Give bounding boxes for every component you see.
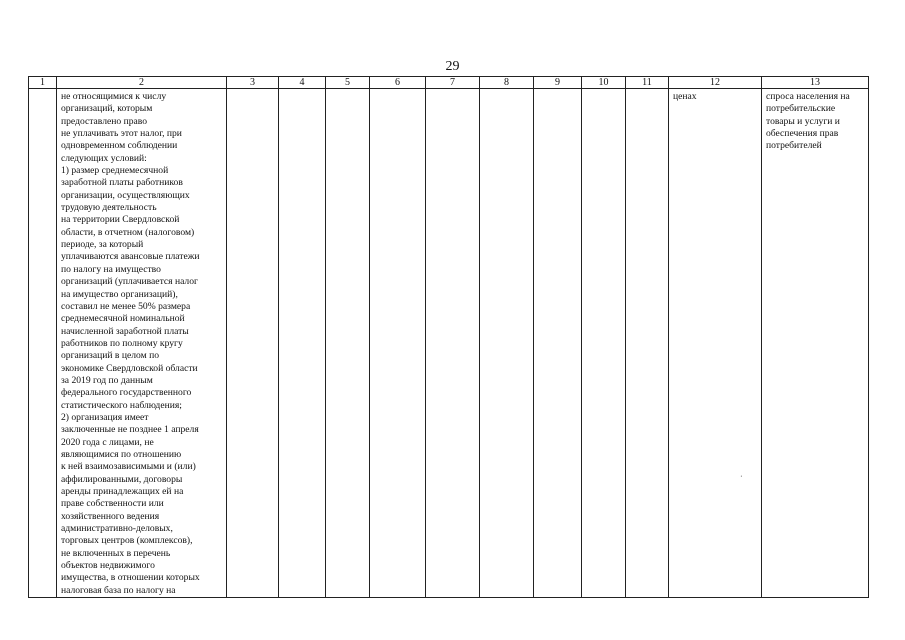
table-row — [29, 89, 869, 598]
scan-mark: ⋅ — [740, 472, 743, 481]
cell-col-2 — [57, 89, 227, 598]
text-line: на территории Свердловской — [61, 214, 180, 226]
text-line: на имущество организаций), — [61, 288, 178, 300]
col-header-3: 3 — [227, 77, 279, 89]
text-line: не включенных в перечень — [61, 547, 171, 559]
text-line: за 2019 год по данным — [61, 374, 153, 386]
col-header-6: 6 — [370, 77, 426, 89]
text-line: товары и услуги и — [766, 115, 840, 127]
cell-col-12 — [669, 89, 762, 598]
document-table — [28, 76, 869, 598]
text-line: организаций, которым — [61, 103, 153, 115]
text-line: не относящимися к числу — [61, 91, 167, 102]
text-line: организаций в целом по — [61, 350, 160, 362]
text-line: обеспечения прав — [766, 128, 839, 140]
col-header-8: 8 — [480, 77, 534, 89]
text-line: уплачиваются авансовые платежи — [61, 251, 200, 263]
col-header-1: 1 — [29, 77, 57, 89]
text-line: административно-деловых, — [61, 523, 173, 535]
cell-col-1 — [29, 89, 57, 598]
text-line: заработной платы работников — [61, 177, 183, 189]
text-line: являющимися по отношению — [61, 448, 182, 460]
cell-col-4 — [279, 89, 326, 598]
col-header-13: 13 — [762, 77, 869, 89]
cell-col-5 — [326, 89, 370, 598]
page-number: 29 — [445, 59, 460, 74]
text-line: имущества, в отношении которых — [61, 572, 200, 584]
cell-col-10 — [582, 89, 626, 598]
text-line: 2) организация имеет — [61, 411, 149, 423]
text-line: одновременном соблюдении — [61, 140, 178, 152]
cell-col-7 — [426, 89, 480, 598]
text-line: статистического наблюдения; — [61, 399, 182, 411]
text-line: трудовую деятельность — [61, 202, 157, 214]
text-line: работников по полному кругу — [61, 337, 183, 349]
text-line: области, в отчетном (налоговом) — [61, 226, 195, 238]
cell-col-13 — [762, 89, 869, 598]
col-header-9: 9 — [534, 77, 582, 89]
header-row — [29, 77, 869, 89]
text-line: потребителей — [766, 140, 822, 152]
cell-col-3 — [227, 89, 279, 598]
text-line: организации, осуществляющих — [61, 189, 190, 201]
text-line: праве собственности или — [61, 498, 164, 510]
text-line: не уплачивать этот налог, при — [61, 128, 182, 140]
text-line: объектов недвижимого — [61, 560, 155, 572]
text-line: ценах — [673, 91, 697, 102]
text-line: к ней взаимозависимыми и (или) — [61, 461, 196, 473]
text-line: составил не менее 50% размера — [61, 300, 191, 312]
text-line: аренды принадлежащих ей на — [61, 486, 184, 497]
text-line: среднемесячной номинальной — [61, 313, 185, 325]
col-header-5: 5 — [326, 77, 370, 89]
col13-text — [762, 89, 868, 153]
col-header-2: 2 — [57, 77, 227, 89]
text-line: 2020 года с лицами, не — [61, 436, 154, 448]
text-line: экономике Свердловской области — [61, 362, 198, 374]
text-line: организаций (уплачивается налог — [61, 276, 198, 288]
text-line: предоставлено право — [61, 115, 148, 127]
text-line: 1) размер среднемесячной — [61, 165, 169, 177]
text-line: потребительские — [766, 103, 836, 115]
cell-col-9 — [534, 89, 582, 598]
col-header-4: 4 — [279, 77, 326, 89]
text-line: федерального государственного — [61, 387, 192, 399]
text-line: спроса населения на — [766, 91, 850, 102]
cell-col-11 — [626, 89, 669, 598]
text-line: следующих условий: — [61, 152, 147, 164]
cell-col-6 — [370, 89, 426, 598]
text-line: торговых центров (комплексов), — [61, 535, 193, 547]
text-line: аффилированными, договоры — [61, 473, 183, 485]
col-header-12: 12 — [669, 77, 762, 89]
text-line: периоде, за который — [61, 239, 144, 251]
text-line: начисленной заработной платы — [61, 325, 189, 337]
text-line: заключенные не позднее 1 апреля — [61, 424, 199, 436]
col-header-10: 10 — [582, 77, 626, 89]
col-header-7: 7 — [426, 77, 480, 89]
col-header-11: 11 — [626, 77, 669, 89]
text-line: налоговая база по налогу на — [61, 584, 176, 596]
col12-text — [669, 89, 761, 103]
col2-text — [57, 89, 226, 597]
text-line: хозяйственного ведения — [61, 510, 160, 522]
cell-col-8 — [480, 89, 534, 598]
text-line: по налогу на имущество — [61, 263, 161, 275]
